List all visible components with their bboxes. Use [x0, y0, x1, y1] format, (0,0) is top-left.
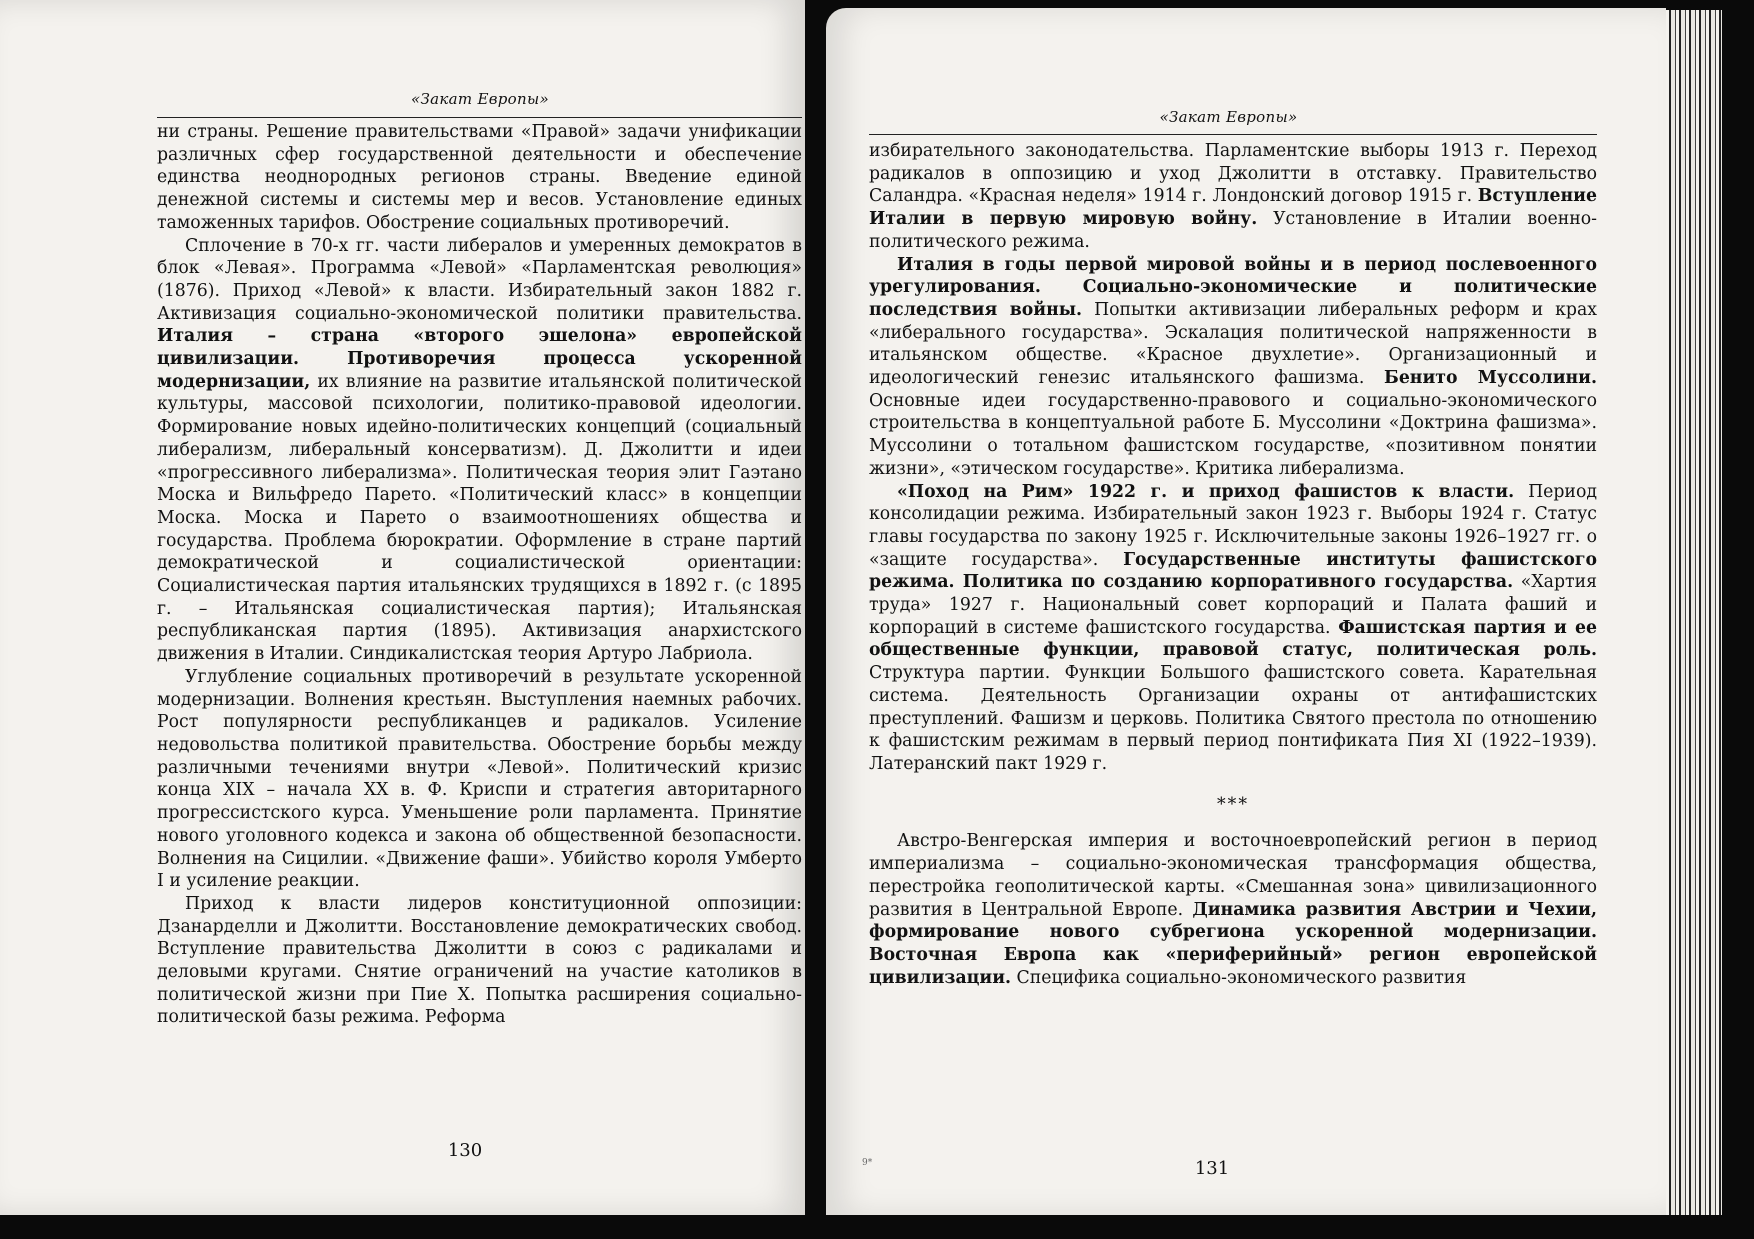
section-separator: ***: [1217, 794, 1249, 815]
right-header-rule: [869, 134, 1597, 135]
paragraph: [869, 481, 1597, 776]
paragraph: [869, 830, 1597, 989]
text-run: Основные идеи государственно-правового и социально-экономического строительства в концептуальной работе Б. Муссолини «Доктрина фашизма». Муссолини о тотальном фашистском государстве, «позитивном понятии жизни», «этическом государстве». Критика либерализма.: [869, 390, 1597, 479]
paragraph: [157, 235, 802, 666]
text-run: Период консолидации режима. Избирательный закон 1923 г. Выборы 1924 г. Статус главы государства по закону 1925 г. Исключительные законы 1926–1927 гг. о «защите государства».: [869, 481, 1597, 570]
text-run: их влияние на развитие итальянской политической культуры, массовой психологии, политико-правовой идеологии. Формирование новых идейно-политических концепций (социальный либерализм, либеральный консерватизм). Д. Джолитти и идеи «прогрессивного либерализма». Политическая теория элит Гаэтано Моска и Вильфредо Парето. «Политический класс» в концепции Моска. Моска и Парето о взаимоотношениях общества и государства. Проблема бюрократии. Оформление в стране партий демократической и социалистической ориентации: Социалистическая партия итальянских трудящихся в 1892 г. (с 1895 г. – Итальянская социалистическая партия); Итальянская республиканская партия (1895). Активизация анархистского движения в Италии. Синдикалистская теория Артуро Лабриола.: [157, 371, 802, 665]
left-running-header: «Закат Европы»: [411, 90, 549, 108]
paragraph: [157, 121, 802, 235]
text-run: «Хартия труда» 1927 г. Национальный совет корпораций и Палата фаший и корпораций в системе фашистского государства.: [869, 572, 1597, 638]
text-run: Приход к власти лидеров конституционной оппозиции: Дзанарделли и Джолитти. Восстановление демократических свобод. Вступление правительства Джолитти в союз с радикалами и деловыми кругами. Снятие ограничений на участие католиков в политической жизни при Пие X. Попытка расширения социально-политической базы режима. Реформа: [157, 893, 802, 1028]
right-body-text: [869, 140, 1597, 989]
paragraph: [157, 893, 802, 1029]
text-run: избирательного законодательства. Парламентские выборы 1913 г. Переход радикалов в оппозицию и уход Джолитти в отставку. Правительство Саландра. «Красная неделя» 1914 г. Лондонский договор 1915 г.: [869, 141, 1597, 207]
bold-text-run: Италия в годы первой мировой войны и в период послевоенного урегулирования. Социально-экономические и политические последствия войны.: [869, 254, 1597, 320]
left-page-number: 130: [447, 1140, 483, 1161]
paragraph: [157, 666, 802, 893]
left-page: [0, 0, 805, 1215]
book-page-edges: [1666, 10, 1722, 1215]
left-header-rule: [157, 117, 802, 118]
text-run: Сплочение в 70-х гг. части либералов и умеренных демократов в блок «Левая». Программа «Левой» «Парламентская революция» (1876). Приход «Левой» к власти. Избирательный закон 1882 г. Активизация социально-экономической политики правительства.: [157, 235, 802, 324]
bold-text-run: Вступление Италии в первую мировую войну.: [869, 186, 1597, 230]
text-run: Углубление социальных противоречий в результате ускоренной модернизации. Волнения крестьян. Выступления наемных рабочих. Рост популярности республиканцев и радикалов. Усиление недовольства политикой правительства. Обострение борьбы между различными течениями внутри «Левой». Политический кризис конца XIX – начала XX в. Ф. Криспи и стратегия авторитарного прогрессистского курса. Уменьшение роли парламента. Принятие нового уголовного кодекса и закона об общественной безопасности. Волнения на Сицилии. «Движение фаши». Убийство короля Умберто I и усиление реакции.: [157, 666, 802, 892]
paragraph: [869, 254, 1597, 481]
text-run: Установление в Италии военно-политического режима.: [869, 209, 1597, 252]
text-run: ни страны. Решение правительствами «Правой» задачи унификации различных сфер государственной деятельности и обеспечение единства неоднородных регионов страны. Введение единой денежной системы и системы мер и весов. Установление единых таможенных тарифов. Обострение социальных противоречий.: [157, 122, 802, 233]
bold-text-run: Италия – страна «второго эшелона» европейской цивилизации. Противоречия процесса ускоренной модернизации,: [157, 326, 802, 392]
corner-mark: 9*: [862, 1158, 873, 1168]
text-run: Специфика социально-экономического развития: [1011, 967, 1467, 988]
bold-text-run: «Поход на Рим» 1922 г. и приход фашистов к власти.: [897, 481, 1515, 502]
bold-text-run: Государственные институты фашистского режима. Политика по созданию корпоративного государства.: [869, 549, 1597, 593]
left-body-text: [157, 121, 802, 1029]
paragraph: [869, 140, 1597, 254]
text-run: Структура партии. Функции Большого фашистского совета. Карательная система. Деятельность Организации охраны от антифашистских преступлений. Фашизм и церковь. Политика Святого престола по отношению к фашистским режимам в первый период понтификата Пия XI (1922–1939). Латеранский пакт 1929 г.: [869, 663, 1597, 774]
text-run: Попытки активизации либеральных реформ и крах «либерального государства». Эскалация политической напряженности в итальянском обществе. «Красное двухлетие». Организационный и идеологический генезис итальянского фашизма.: [869, 299, 1597, 389]
bold-text-run: Фашистская партия и ее общественные функции, правовой статус, политическая роль.: [869, 617, 1597, 661]
right-running-header: «Закат Европы»: [1159, 108, 1298, 126]
bold-text-run: Динамика развития Австрии и Чехии, формирование нового субрегиона ускоренной модернизации. Восточная Европа как «периферийный» регион европейской цивилизации.: [869, 899, 1598, 988]
right-page: [826, 8, 1666, 1215]
bold-text-run: Бенито Муссолини.: [1384, 368, 1597, 389]
right-page-number: 131: [1194, 1158, 1230, 1179]
text-run: Австро-Венгерская империя и восточноевропейский регион в период империализма – социально-экономическая трансформация общества, перестройка геополитической карты. «Смешанная зона» цивилизационного развития в Центральной Европе.: [869, 831, 1597, 920]
